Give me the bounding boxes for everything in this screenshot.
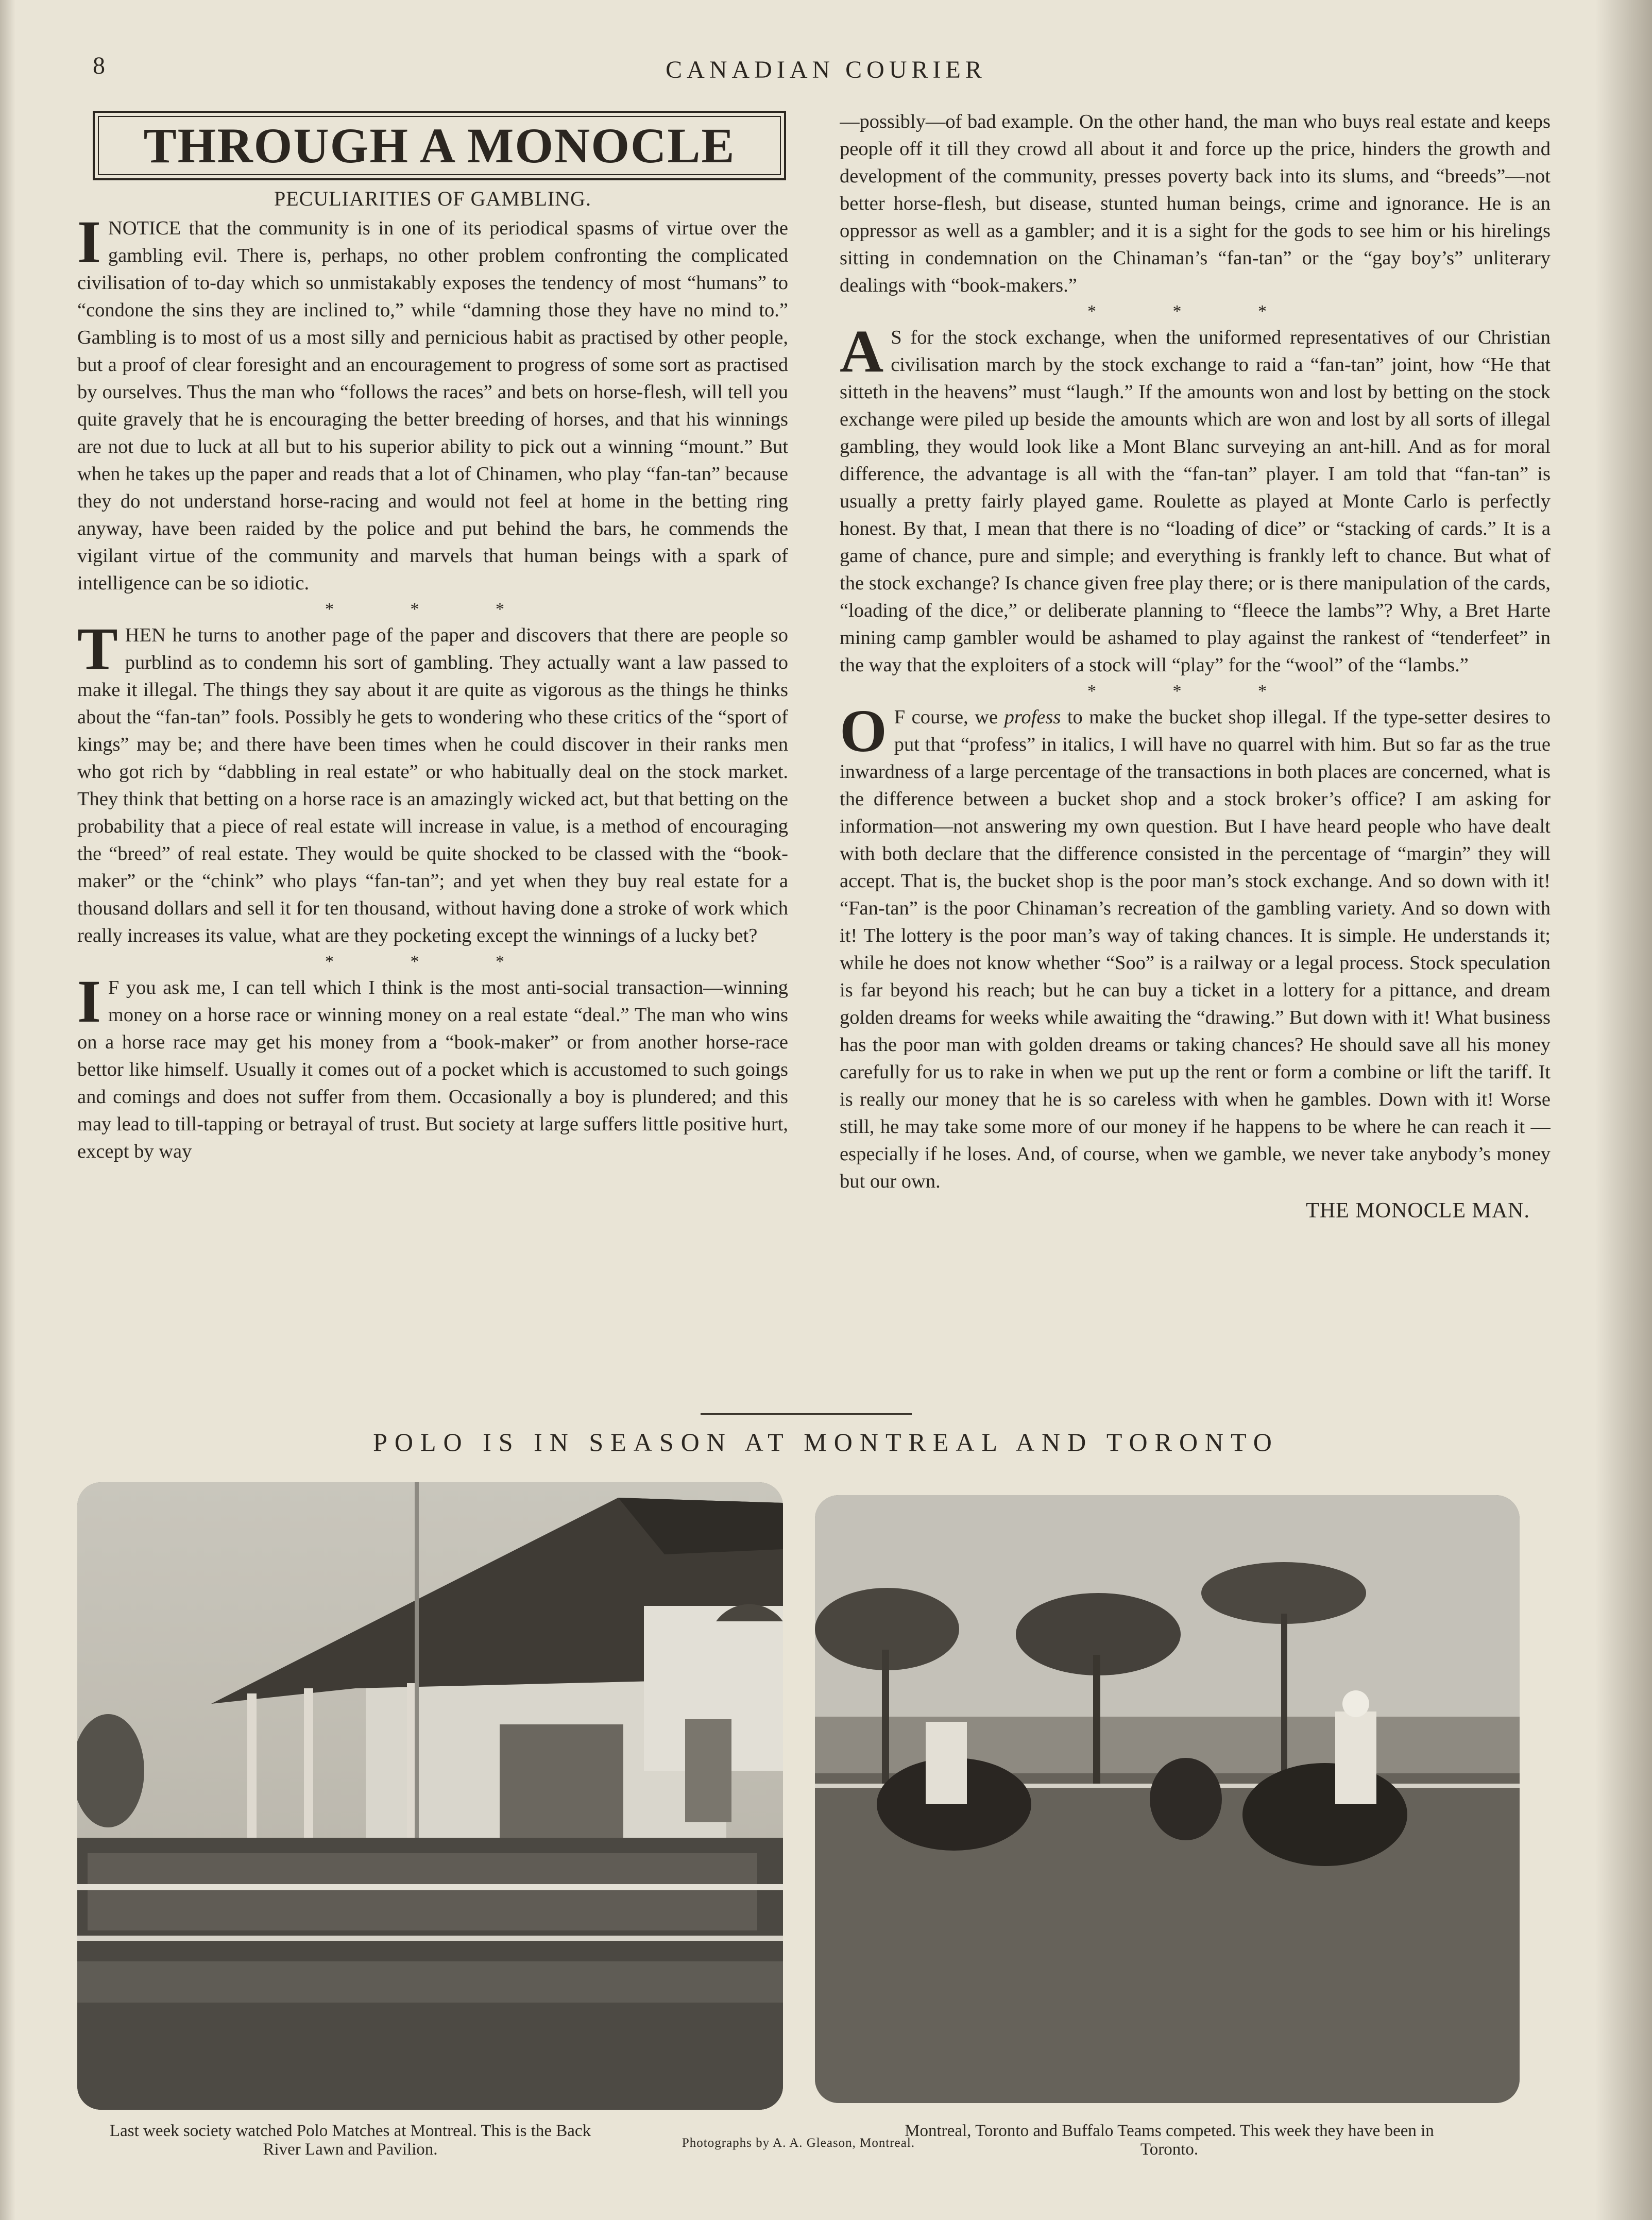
italic-word: profess bbox=[1004, 706, 1061, 728]
section-divider bbox=[701, 1413, 912, 1415]
drop-cap: I bbox=[77, 208, 101, 276]
section-separator: * * * bbox=[1087, 302, 1303, 321]
article-subhead: PECULIARITIES OF GAMBLING. bbox=[274, 187, 591, 210]
paragraph-text: S for the stock exchange, when the uniformed representatives of our Christian civilisation march by the stock exchange to raid a “fan-tan” joint, how “He that sitteth in the heavens” must “laugh.” If the amounts won and lost by betting on the stock exchange were piled up beside the amounts which are won and lost by all sorts of illegal gambling, they would look like a Mont Blanc surveying an ant-hill. And as for moral difference, the advantage is all with the “fan-tan” player. I am told that “fan-tan” is usually a pretty fairly played game. Roulette as played at Monte Carlo is perfectly honest. By that, I mean that there is no “loading of dice” or “stacking of cards.” It is a game of chance, pure and simple; and everything is frankly left to chance. But what of the stock exchange? Is chance given free play there; or is there manipulation of the cards, “loading of the dice,” or deliberate planning to “fleece the lambs”? Why, a Bret Harte mining camp gambler would be ashamed to play against the rankest of “tenderfeet” in the way that the exploiters of a stock will “play” for the “wool” of the “lambs.” bbox=[840, 327, 1551, 676]
section-separator: * * * bbox=[325, 952, 540, 971]
running-header: CANADIAN COURIER bbox=[666, 56, 986, 83]
drop-cap: A bbox=[840, 317, 884, 385]
page-edge-shadow bbox=[1595, 0, 1652, 2220]
section-separator: * * * bbox=[325, 600, 540, 619]
article-column-left bbox=[77, 111, 788, 1409]
drop-cap: T bbox=[77, 615, 118, 683]
article-paragraph bbox=[77, 615, 788, 950]
drop-cap: O bbox=[840, 697, 887, 765]
article-paragraph bbox=[840, 108, 1551, 299]
photo-section-title: POLO IS IN SEASON AT MONTREAL AND TORONTO bbox=[373, 1428, 1279, 1456]
drop-cap: I bbox=[77, 968, 101, 1035]
paragraph-text: F course, we bbox=[894, 706, 1004, 728]
paragraph-text: to make the bucket shop illegal. If the type-setter desires to put that “profess” in italics, I will have no quarrel with him. But so far as the true inwardness of a large percentage of the transactions in both places are concerned, what is the difference between a bucket shop and a stock broker’s office? I am asking for information—not answering my own question. But I have heard people who have dealt with both declare that the difference consisted in the percentage of “margin” they will accept. That is, the bucket shop is the poor man’s stock exchange. And so down with it! “Fan-tan” is the poor Chinaman’s recreation of the gambling variety. And so down with it! The lottery is the poor man’s way of taking chances. It is simple. He understands it; while he does not know whether “Soo” is a railway or a legal process. Stock speculation is far beyond his reach; but he can buy a ticket in a lottery for a pittance, and dream golden dreams for weeks while awaiting the “drawing.” But down with it! What business has the poor man with golden dreams or taking chances? He should save all his money carefully for us to rake in when we put up the rent or form a combine or lift the tariff. It is really our money that he is so careless with when he gambles. Down with it! Worse still, he may take some more of our money if he happens to be where he can reach it — especially if he loses. And, of course, when we gamble, we never take anybody’s money but our own. bbox=[840, 706, 1551, 1192]
paragraph-text: HEN he turns to another page of the paper and discovers that there are people so purblind as to condemn his sort of gambling. They actually want a law passed to make it illegal. The things they say about it are quite as vigorous as the things he thinks about the “fan-tan” fools. Possibly he gets to wondering who these critics of the “sport of kings” may be; and there have been times when he could discover in their ranks men who got rich by “dabbling in real estate” or who habitually deal on the stock market. They think that betting on a horse race is an amazingly wicked act, but that betting on the probability that a piece of real estate will increase in value, is a method of encouraging the “breed” of real estate. They would be quite shocked to be classed with the “book-maker” or the “chink” who plays “fan-tan”; and yet when they buy real estate for a thousand dollars and sell it for ten thousand, without having done a stroke of work which really increases its value, what are they pocketing except the winnings of a lucky bet? bbox=[77, 624, 788, 946]
article-paragraph bbox=[77, 968, 788, 1165]
author-signature: THE MONOCLE MAN. bbox=[1306, 1199, 1530, 1223]
caption-right: Montreal, Toronto and Buffalo Teams competed. This week they have been in Toronto. bbox=[905, 2122, 1434, 2159]
article-column-right bbox=[840, 108, 1551, 1406]
page-number: 8 bbox=[93, 52, 105, 79]
article-paragraph bbox=[840, 697, 1551, 1195]
article-title: THROUGH A MONOCLE bbox=[93, 111, 786, 180]
caption-left: Last week society watched Polo Matches at Montreal. This is the Back River Lawn and Pavilion. bbox=[109, 2122, 591, 2159]
article-paragraph bbox=[840, 317, 1551, 679]
article-paragraph bbox=[77, 208, 788, 597]
section-separator: * * * bbox=[1087, 682, 1303, 701]
pavilion-photo bbox=[77, 1482, 783, 2110]
polo-match-photo bbox=[815, 1495, 1520, 2103]
photo-credit: Photographs by A. A. Gleason, Montreal. bbox=[682, 2136, 915, 2150]
page-gutter-shadow bbox=[0, 0, 15, 2220]
paragraph-text: NOTICE that the community is in one of its periodical spasms of virtue over the gambling evil. There is, perhaps, no other problem confronting the complicated civilisation of to-day which so unmistakably exposes the tendency of most “humans” to “condone the sins they are inclined to,” while “damning those they have no mind to.” Gambling is to most of us a most silly and pernicious habit as practised by other people, but a proof of clear foresight and an encouragement to progress of some sort as practised by ourselves. Thus the man who “follows the races” and bets on horse-flesh, will tell you quite gravely that he is encouraging the better breeding of horses, and that his winnings are not due to luck at all but to his superior ability to pick out a winning “mount.” But when he takes up the paper and reads that a lot of Chinamen, who play “fan-tan” because they do not understand horse-racing and would not feel at home in the betting ring anyway, have been raided by the police and put behind the bars, he commends the vigilant virtue of the community and marvels that human beings with a spark of intelligence can be so idiotic. bbox=[77, 217, 788, 594]
paragraph-text: F you ask me, I can tell which I think is the most anti-social transaction—winning money on a horse race or winning money on a real estate “deal.” The man who wins on a horse race may get his money from a “book-maker” or from another horse-race bettor like himself. Usually it comes out of a pocket which is accustomed to such goings and comings and does not suffer from them. Occasionally a boy is plundered; and this may lead to till-tapping or betrayal of trust. But society at large suffers little positive hurt, except by way bbox=[77, 977, 788, 1162]
paragraph-text: —possibly—of bad example. On the other hand, the man who buys real estate and keeps people off it till they crowd all about it and force up the price, hinders the growth and development of the community, presses poverty back into its slums, and “breeds”—not better horse-flesh, but disease, stunted human beings, crime and ignorance. He is an oppressor as well as a gambler; and it is a sight for the gods to see him or his hirelings sitting in condemnation on the Chinaman’s “fan-tan” or the “gay boy’s” unliterary dealings with “book-makers.” bbox=[840, 111, 1551, 296]
